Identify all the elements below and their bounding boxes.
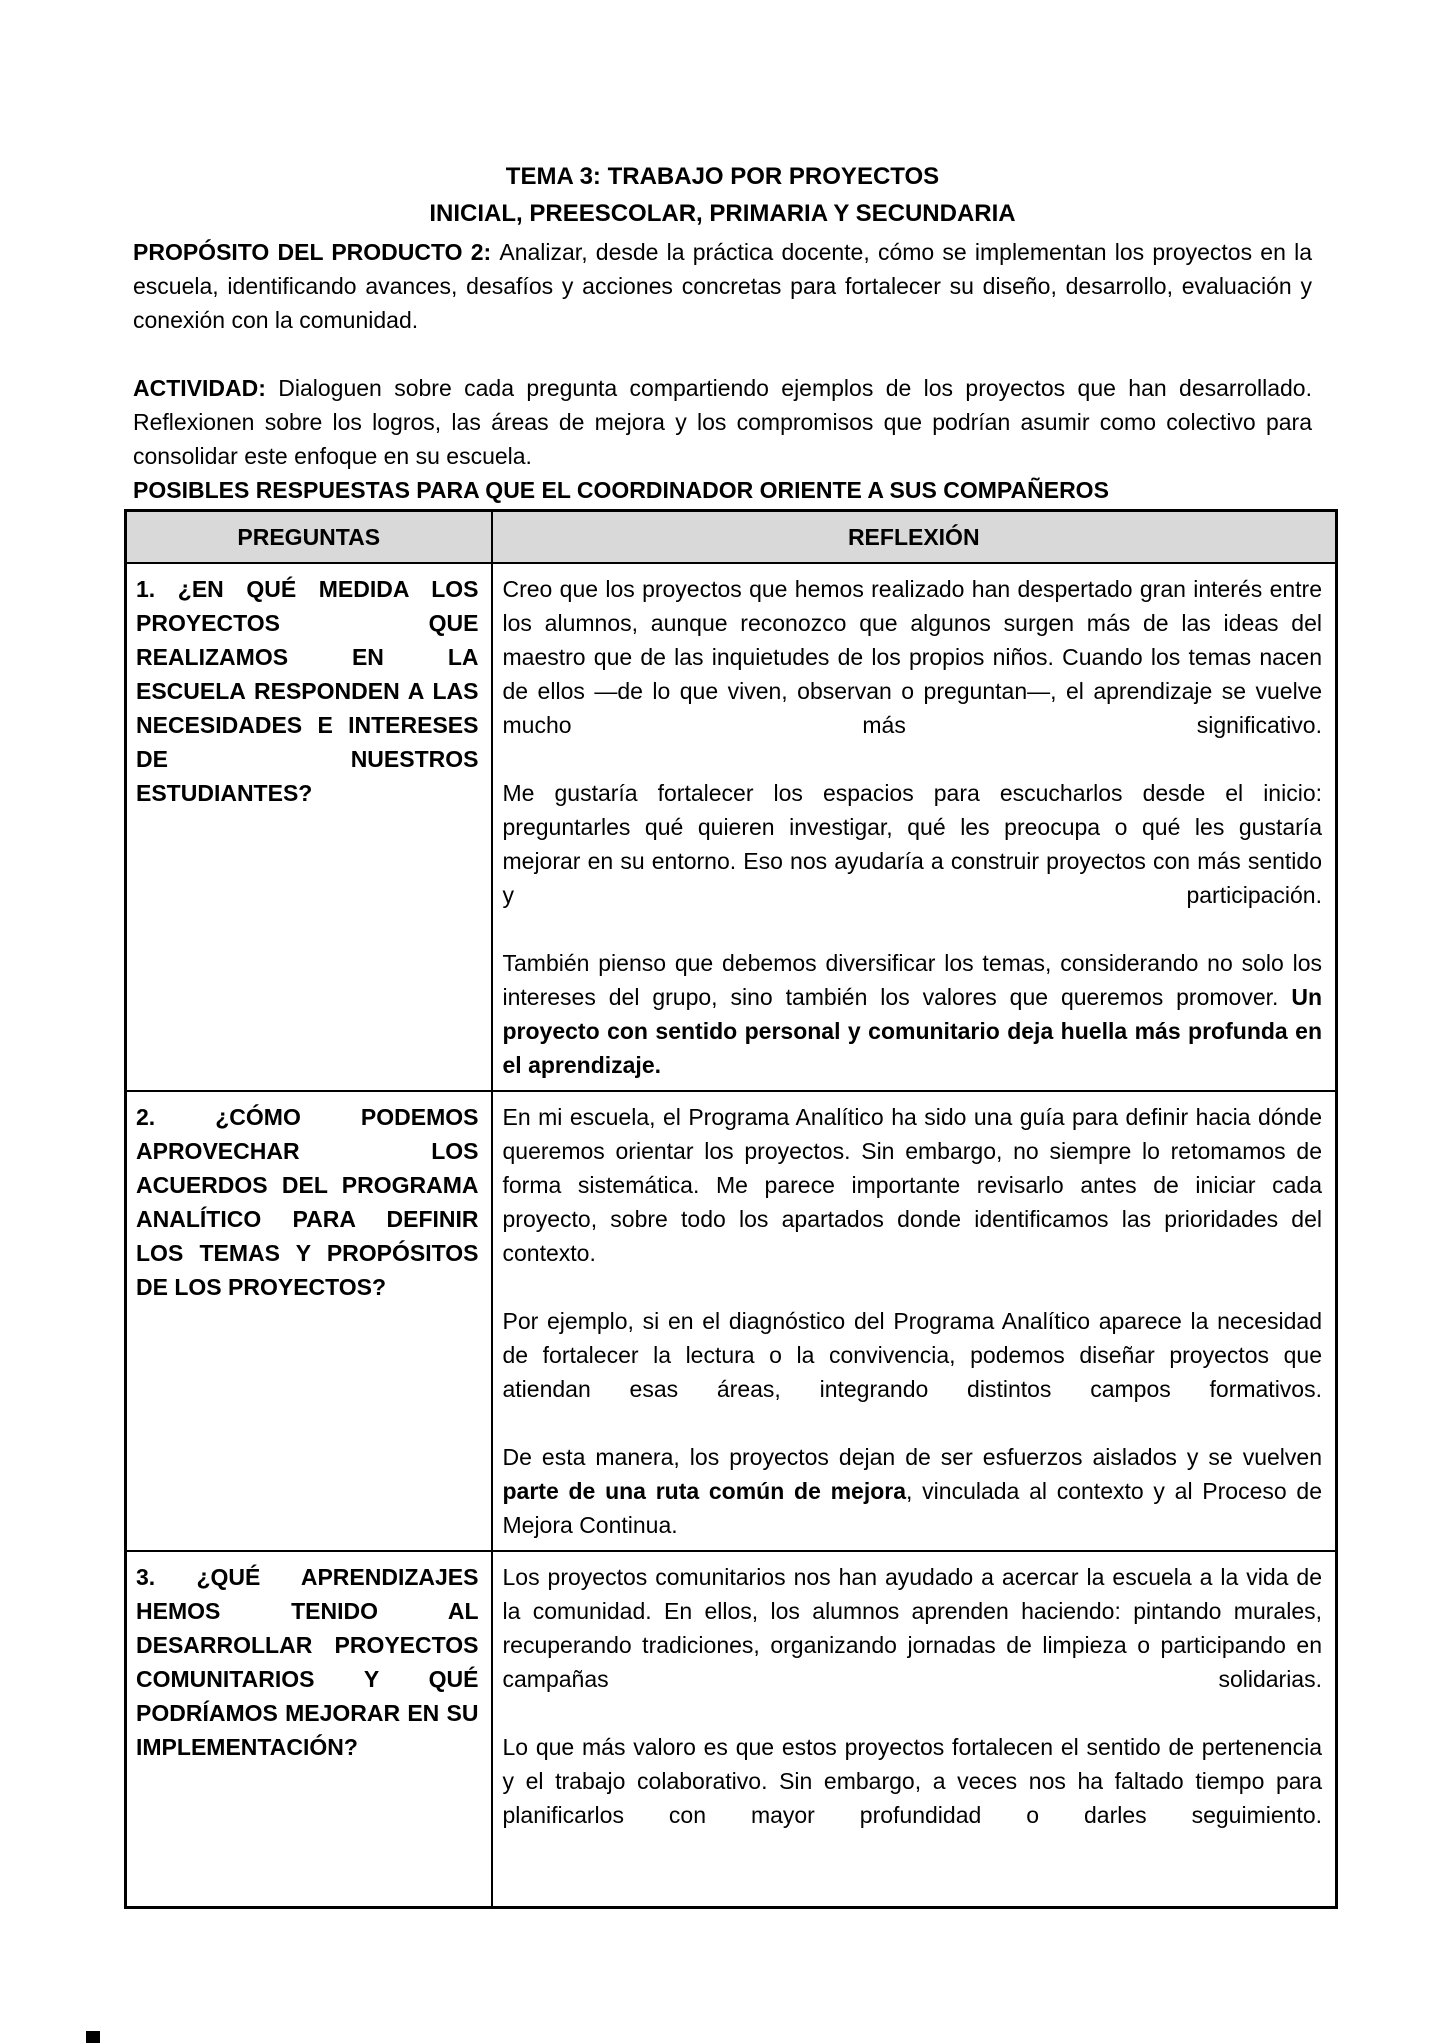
reflection-paragraph [503,1304,1323,1406]
text-run: Por ejemplo, si en el diagnóstico del Programa Analítico aparece la necesidad de fortalecer la lectura o la convivencia, podemos diseñar proyectos que atiendan esas áreas, integrando distintos campos formativos. [502,1308,1322,1402]
table-heading: POSIBLES RESPUESTAS PARA QUE EL COORDINADOR ORIENTE A SUS COMPAÑEROS [133,477,1109,503]
text-run: En mi escuela, el Programa Analítico ha sido una guía para definir hacia dónde queremos orientar los proyectos. Sin embargo, no siempre lo retomamos de forma sistemática. Me parece importante revisarlo antes de iniciar cada proyecto, sobre todo los apartados donde identificamos las prioridades del contexto. [502,1104,1322,1266]
question-text: 1. ¿EN QUÉ MEDIDA LOS PROYECTOS QUE REALIZAMOS EN LA ESCUELA RESPONDEN A LAS NECESIDADES E INTERESES DE NUESTROS ESTUDIANTES? [136,576,479,806]
intro-paragraphs [133,235,1312,473]
question-cell [126,1551,492,1908]
text-run: Lo que más valoro es que estos proyectos fortalecen el sentido de pertenencia y el trabajo colaborativo. Sin embargo, a veces nos ha faltado tiempo para planificarlos con mayor profundidad o darles seguimiento. [502,1734,1322,1828]
text-run: Me gustaría fortalecer los espacios para escucharlos desde el inicio: preguntarles qué quieren investigar, qué les preocupa o qué les gustaría mejorar en su entorno. Eso nos ayudaría a construir proyectos con más sentido y participación. [502,780,1322,908]
intro-paragraph [133,235,1312,337]
question-cell [126,1091,492,1551]
reflection-paragraph [503,1100,1323,1270]
column-header-reflexion: REFLEXIÓN [492,511,1337,564]
text-run: Dialoguen sobre cada pregunta compartiendo ejemplos de los proyectos que han desarrollado. Reflexionen sobre los logros, las áreas de mejora y los compromisos que podrían asumir como colectivo para consolidar este enfoque en su escuela. [133,375,1312,469]
question-cell [126,563,492,1091]
page-title: TEMA 3: TRABAJO POR PROYECTOS [505,163,940,190]
questions-reflection-table [124,509,1338,1909]
text-run: Los proyectos comunitarios nos han ayudado a acercar la escuela a la vida de la comunidad. En ellos, los alumnos aprenden haciendo: pintando murales, recuperando tradiciones, organizando jornadas de limpieza o participando en campañas solidarias. [502,1564,1322,1692]
bold-text-run: ACTIVIDAD: [133,375,279,401]
page-subtitle: INICIAL, PREESCOLAR, PRIMARIA Y SECUNDARIA [429,200,1016,227]
text-run: , vinculada al contexto y al Proceso de Mejora Continua. [502,1478,1322,1538]
table-row [126,1551,1337,1908]
bold-text-run: parte de una ruta común de mejora [502,1478,907,1504]
bold-text-run: PROPÓSITO DEL PRODUCTO 2: [133,239,500,265]
qa-table-body [126,563,1337,1908]
reflection-cell [492,1551,1337,1908]
reflection-cell [492,563,1337,1091]
column-header-preguntas: PREGUNTAS [126,511,492,564]
reflection-cell [492,1091,1337,1551]
text-run: También pienso que debemos diversificar los temas, considerando no solo los intereses del grupo, sino también los valores que queremos promover. [502,950,1322,1010]
text-run: Creo que los proyectos que hemos realizado han despertado gran interés entre los alumnos, aunque reconozco que algunos surgen más de las ideas del maestro que de las inquietudes de los propios niños. Cuando los temas nacen de ellos —de lo que viven, observan o preguntan—, el aprendizaje se vuelve mucho más significativo. [502,576,1322,738]
text-run: De esta manera, los proyectos dejan de ser esfuerzos aislados y se vuelven [502,1444,1322,1470]
question-text: 2. ¿CÓMO PODEMOS APROVECHAR LOS ACUERDOS DEL PROGRAMA ANALÍTICO PARA DEFINIR LOS TEMAS Y PROPÓSITOS DE LOS PROYECTOS? [136,1104,479,1300]
reflection-paragraph [503,572,1323,742]
question-text: 3. ¿QUÉ APRENDIZAJES HEMOS TENIDO AL DESARROLLAR PROYECTOS COMUNITARIOS Y QUÉ PODRÍAMOS MEJORAR EN SU IMPLEMENTACIÓN? [136,1564,479,1760]
reflection-paragraph [503,946,1323,1082]
reflection-paragraph [503,1440,1323,1542]
intro-paragraph [133,371,1312,473]
table-row [126,1091,1337,1551]
table-row [126,563,1337,1091]
document-body [133,158,1322,1909]
bold-text-run: Un proyecto con sentido personal y comunitario deja huella más profunda en el aprendizaje. [502,984,1322,1078]
reflection-paragraph [503,1560,1323,1696]
text-run: Analizar, desde la práctica docente, cómo se implementan los proyectos en la escuela, identificando avances, desafíos y acciones concretas para fortalecer su diseño, desarrollo, evaluación y conexión con la comunidad. [133,239,1312,333]
table-header-row [126,511,1337,564]
next-page-table-edge [86,2031,100,2043]
reflection-paragraph [503,776,1323,912]
reflection-paragraph [503,1730,1323,1832]
